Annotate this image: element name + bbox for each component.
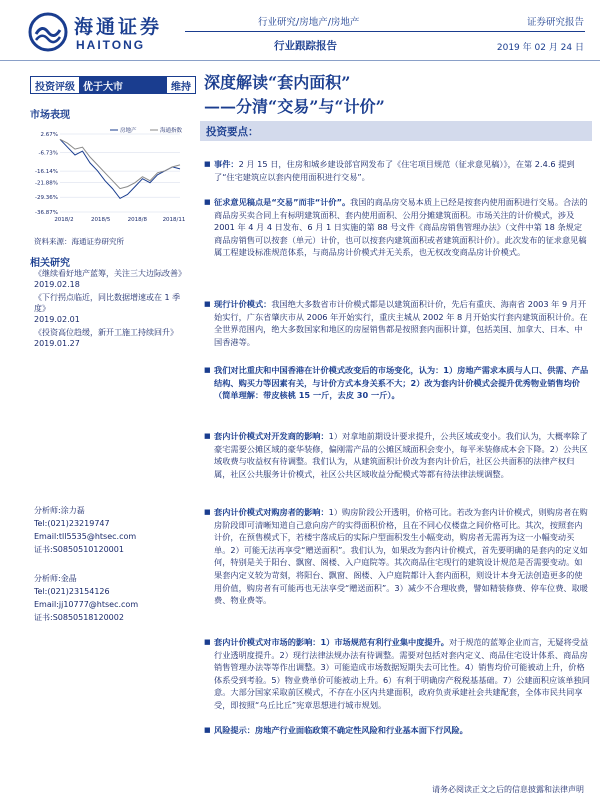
y-tick-label: -29.36% <box>35 195 58 202</box>
key-points-header: 投资要点： <box>200 121 592 141</box>
y-tick-label: 2.67% <box>40 132 58 138</box>
logo-en: HAITONG <box>76 38 146 52</box>
bullet-market-impact: ■ 套内计价模式对市场的影响：1）市场规范有利行业集中度提升。对于规范的蓝筹企业而言，无疑将受益行业透明度提升。2）现行法律法规办法有待调整。需要对包括对套内定义、商品住宅设计体系、商品房销售管理办法等等作出调整。3）可能造成市场数据短期失去可比性。4）销售均价可能被动上升，价格体系受到考验。5）物业费单价可能被动上升。6）有利于明确房产税税基基础。7）公建面积应该单独同意。大部分国家采取前区模式，不存在小区内共建面积，政府负责承建社会共建配套，全体市民共同享受，即按照“乌丘比丘”宪章思想进行城市规划。 <box>204 636 590 712</box>
y-axis-ticks <box>35 132 58 216</box>
bullet-comparison: ■ 我们对比重庆和中国香港在计价模式改变后的市场变化，认为：1）房地产需求本质与人口、供需、产品结构、购买力等因素有关，与计价方式本身关系不大；2）改为套内计价模式会提升优秀物业销售均价（简单理解：带皮核桃 15 一斤，去皮 30 一斤）。 <box>204 364 590 402</box>
market-performance-title: 市场表现 <box>30 110 70 121</box>
header-bottom-line <box>0 60 600 61</box>
analyst-cert: 证书:S0850518120002 <box>34 613 124 622</box>
legend-label: 海通指数 <box>160 128 183 134</box>
header-divider <box>185 31 585 32</box>
x-tick-label: 2018/5 <box>90 217 111 223</box>
investment-rating <box>30 76 196 94</box>
bullet-risk-warning: ■ 风险提示：房地产行业面临政策不确定性风险和行业基本面下行风险。 <box>204 724 590 737</box>
haitong-logo-icon <box>28 12 68 52</box>
analyst-tel: Tel:(021)23154126 <box>34 587 110 596</box>
x-tick-label: 2018/8 <box>127 217 148 223</box>
analyst-name: 分析师:涂力磊 <box>34 506 85 515</box>
company-logo <box>28 12 178 52</box>
report-categories: 行业研究/房地产/房地产 <box>258 17 360 28</box>
bullet-event: ■ 事件：2 月 15 日，住房和城乡建设部官网发布了《住宅项目规范（征求意见稿）》，在第 2.4.6 提到了“住宅建筑应以套内使用面积进行交易”。 <box>204 158 590 183</box>
bullet-developer-impact: ■ 套内计价模式对开发商的影响：1）对拿地前期设计要求提升，公共区域或变小。我们认为，大概率除了豪宅需要公摊区域的豪华装修，偏刚需产品的公摊区域面积会变小，每平米装修成本会下降。2）公共区域收费与收益权有待调整。我们认为，从建筑面积计价改为套内计价后，社区公共面积的法律产权归属，社区公共服务计价模式，社区公共区域收益分配模式等都有待法律法规调整。 <box>204 430 590 480</box>
y-tick-label: -21.88% <box>35 180 58 187</box>
bullet-transaction-vs-pricing: ■ 征求意见稿点是“交易”而非“计价”。我国的商品房交易本质上已经是按套内使用面积进行交易。合法的商品房买卖合同上有标明建筑面积、套内使用面积、公用分摊建筑面积。市场关注的计价模式，涉及 2001 年 4 月 4 日发布、6 月 1 日实施的第 88 号文件《商品房销售管理办法》（文件中第 18 条规定商品房销售可以按套（单元）计价，也可以按套内建筑面积或者建筑面积计价）。此次发布的征求意见稿属工程建设标准规范体系，与商品房计价模式并无关系，也无权改变商品房计价模式。 <box>204 196 590 259</box>
series-line-海通指数 <box>60 139 180 188</box>
list-item[interactable]: 《下行拐点临近，同比数据增速或在 1 季度》 2019.02.01 <box>34 293 181 324</box>
analyst-email[interactable]: Email:jj10777@htsec.com <box>34 600 139 609</box>
rating-trend: 维持 <box>167 77 195 93</box>
analyst-tel: Tel:(021)23219747 <box>34 519 110 528</box>
market-performance-chart <box>30 124 196 234</box>
related-research-list <box>34 268 196 351</box>
list-item[interactable]: 《继续看好地产蓝筹，关注三大边际改善》 2019.02.18 <box>34 269 186 289</box>
rating-label: 投资评级 <box>31 77 79 93</box>
x-axis-ticks <box>54 217 185 223</box>
analyst-name: 分析师:金晶 <box>34 574 77 583</box>
y-tick-label: -16.14% <box>35 169 58 176</box>
disclaimer-footer: 请务必阅读正文之后的信息披露和法律声明 <box>432 785 584 794</box>
chart-source: 资料来源：海通证券研究所 <box>34 237 124 246</box>
y-tick-label: -6.73% <box>38 150 58 157</box>
logo-cn: 海通证券 <box>74 16 163 38</box>
chart-series <box>60 139 180 198</box>
page-header <box>0 0 600 62</box>
y-tick-label: -36.87% <box>35 210 58 216</box>
list-item[interactable]: 《投资高位趋缓，新开工施工持续回升》 2019.01.27 <box>34 328 178 348</box>
rating-value: 优于大市 <box>79 77 167 93</box>
legend-label: 房地产 <box>120 128 137 134</box>
bullet-current-pricing: ■ 现行计价模式：我国绝大多数省市计价模式都是以建筑面积计价，先后有重庆、海南省 2003 年 9 月开始实行，广东省肇庆市从 2006 年开始实行，重庆主城从 2002 年 8 月开始实行套内建筑面积计价。在全世界范围内，绝大多数国家和地区的房屋销售都是按照套内面积计算，包括美国、加拿大、日本、中国香港等。 <box>204 298 590 348</box>
report-title-line2: ——分清“交易”与“计价” <box>204 97 385 116</box>
bullet-buyer-impact: ■ 套内计价模式对购房者的影响：1）购房阶段公开透明，价格可比。若改为套内计价模式，则购房者在购房阶段即可清晰知道自己意向房产的实得面积价格，且在不同心仪楼盘之间价格可比。其次，按照套内计价，在预售模式下，若楼宇落成后的实际户型面积发生小幅变动，购房者无需再为这一小幅变动买单。2）可能无法再享受“赠送面积”。我们认为，如果改为套内计价模式，首先要明确的是套内的定义如何，特别是关于阳台、飘窗、阁楼、入户庭院等。其次商品住宅现行的建筑设计规范是否需要变动。如果套内定义较为苛刻，将阳台、飘窗、阁楼、入户庭院都计入套内面积，则设计本身无法创造更多的使用价值，购房者有可能再也无法享受“赠送面积”。3）减少不合理收费，譬如精装修费、停车位费、取暖费、物业费等。 <box>204 506 590 607</box>
x-tick-label: 2018/2 <box>54 217 74 223</box>
analyst-cert: 证书:S0850510120001 <box>34 545 124 554</box>
report-date: 2019 年 02 月 24 日 <box>496 43 584 53</box>
x-tick-label: 2018/11 <box>162 217 186 223</box>
chart-gridlines <box>60 134 180 212</box>
analyst-contacts <box>34 504 196 624</box>
chart-legend <box>110 126 183 134</box>
related-research-title: 相关研究 <box>30 258 70 269</box>
report-label: 证券研究报告 <box>526 17 584 28</box>
report-type: 行业跟踪报告 <box>274 40 337 52</box>
report-title-line1: 深度解读“套内面积” <box>204 73 351 92</box>
analyst-email[interactable]: Email:tll5535@htsec.com <box>34 532 137 541</box>
